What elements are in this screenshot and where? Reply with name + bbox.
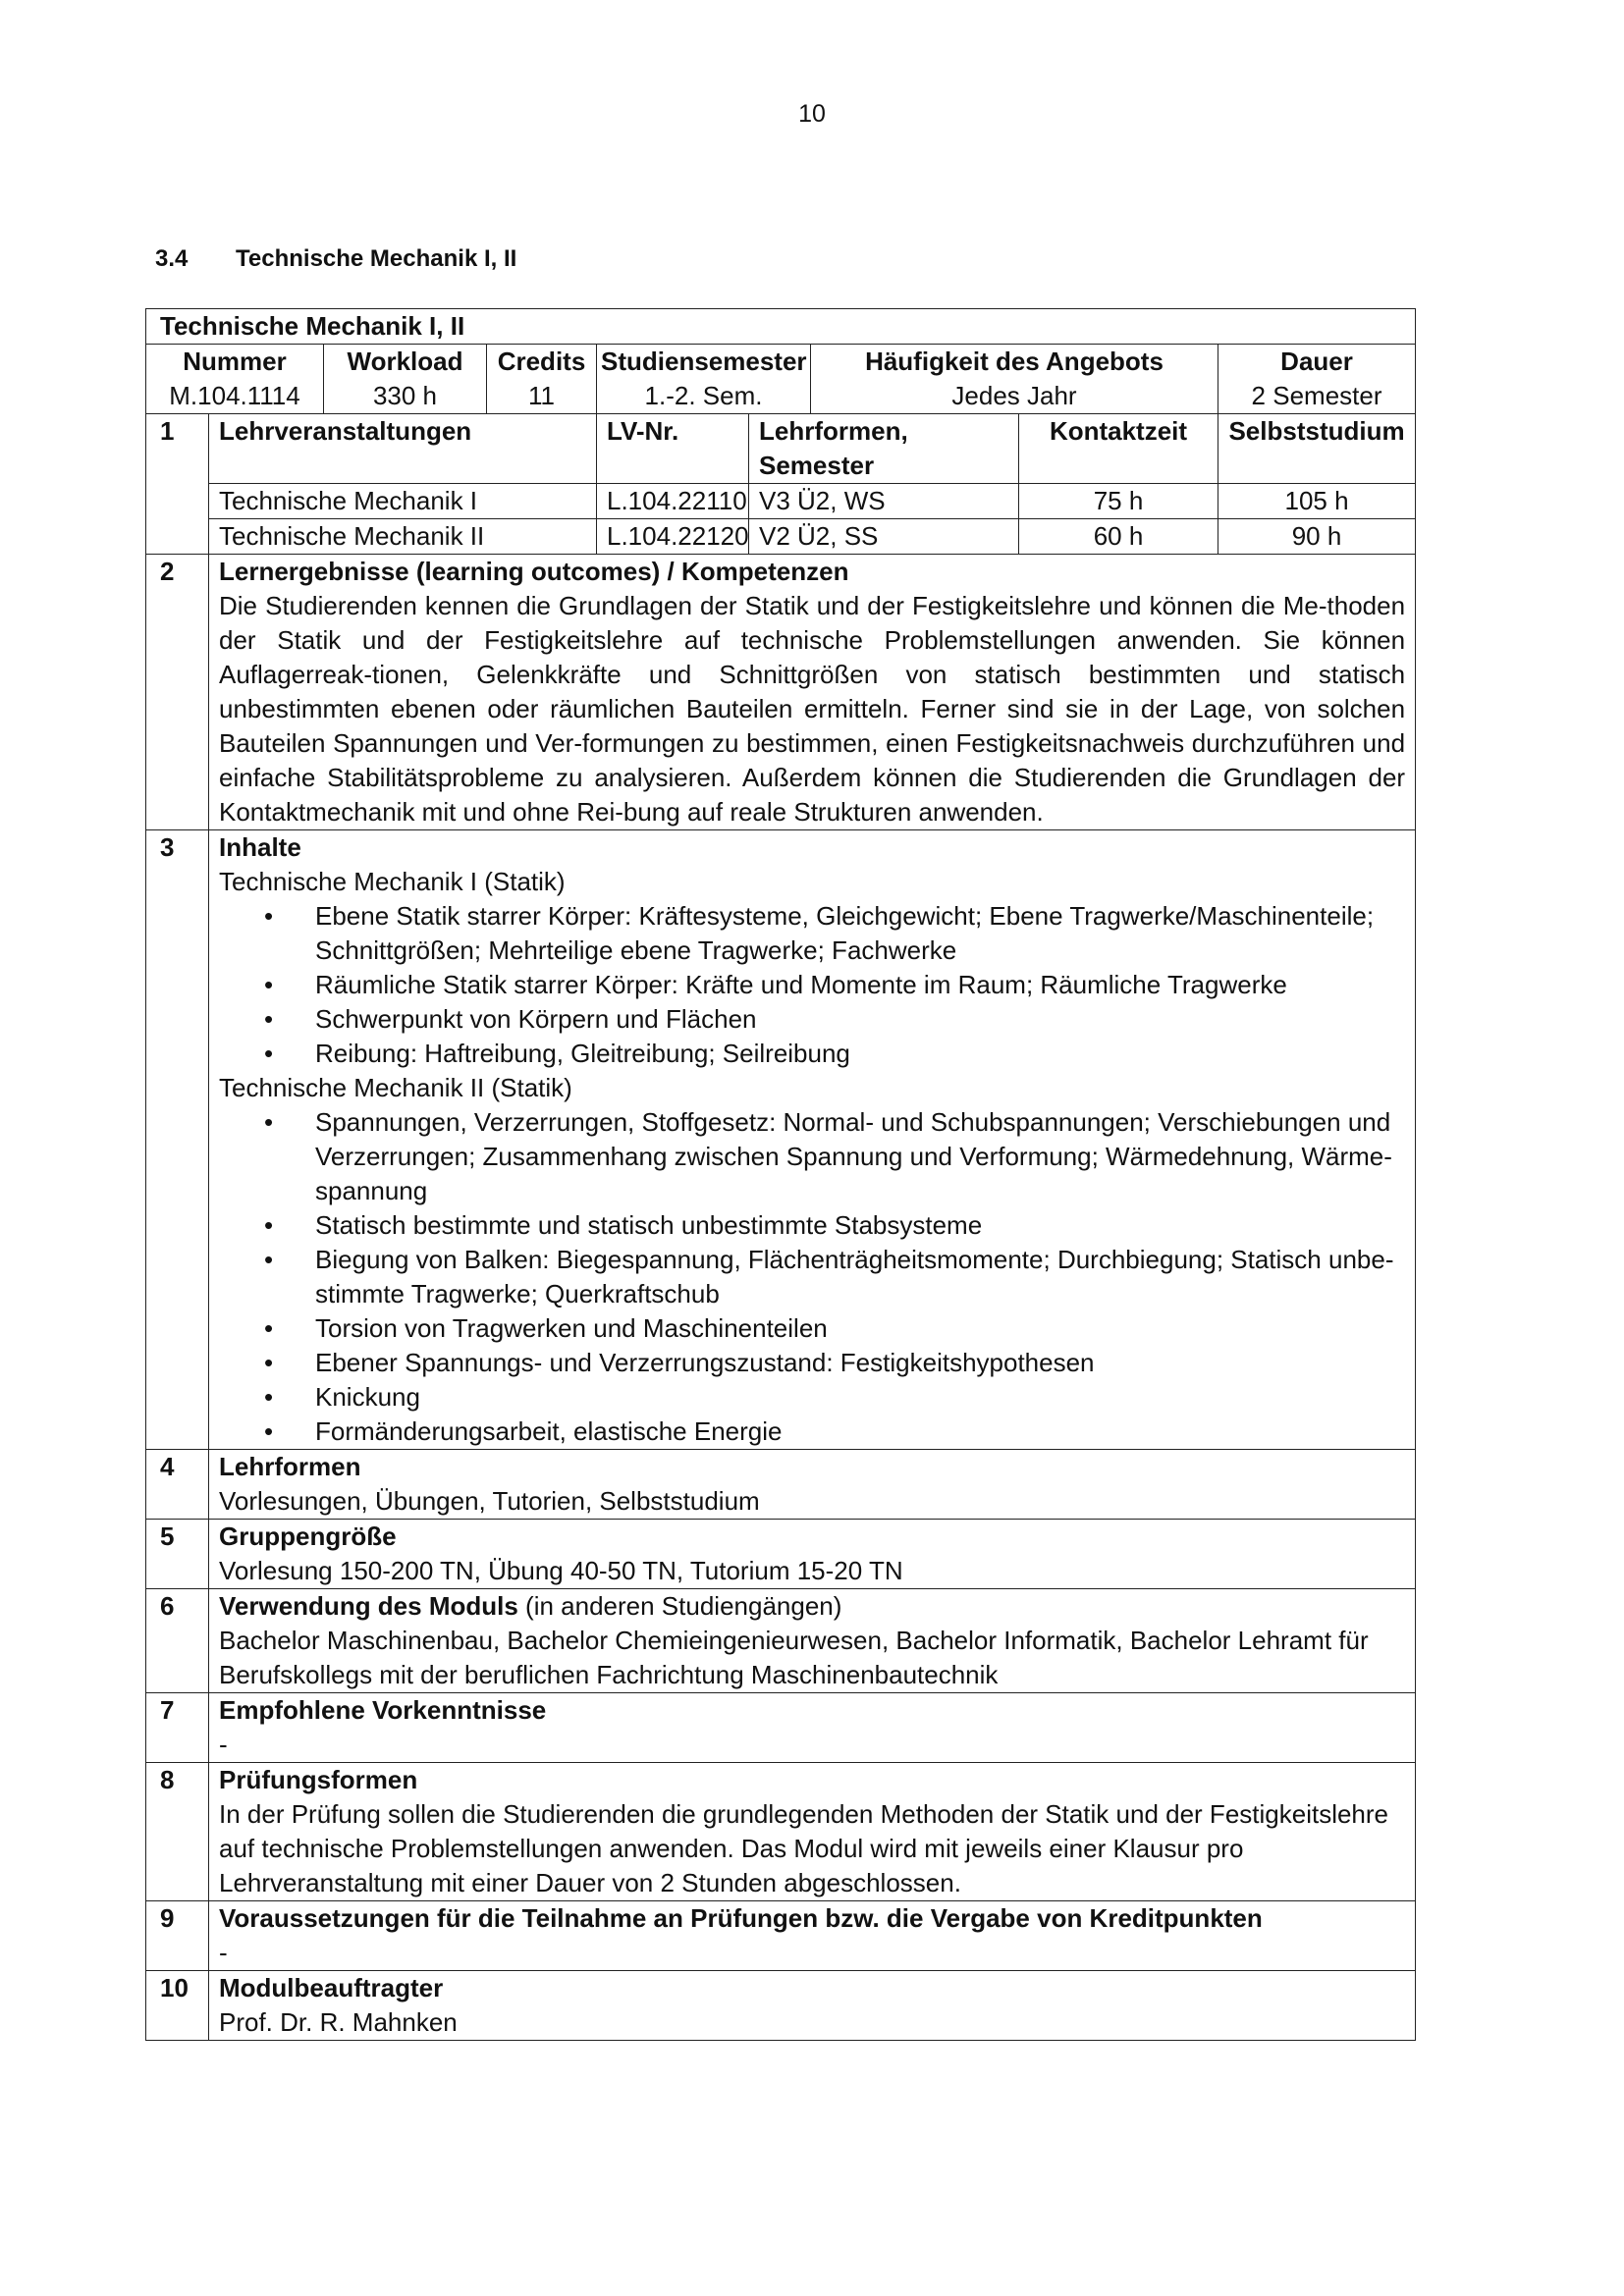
meta-header-nummer: Nummer [146,345,324,380]
meta-header-row [146,345,1416,380]
usage-text: Bachelor Maschinenbau, Bachelor Chemieingenieurwesen, Bachelor Informatik, Bachelor Lehramt für Berufskollegs mit der beruflichen Fachrichtung Maschinenbautechnik [219,1626,1369,1689]
exam-forms-heading: Prüfungsformen [219,1765,418,1794]
course-lv-nr: L.104.22110 [597,484,749,519]
meta-header-credits: Credits [487,345,597,380]
list-item: • Ebener Spannungs- und Verzerrungszustand: Festigkeitshypothesen [315,1346,1405,1380]
section-number-4: 4 [146,1450,209,1520]
learning-outcomes-cell [209,555,1416,830]
learning-outcomes-heading: Lernergebnisse (learning outcomes) / Kompetenzen [219,557,849,586]
list-item: • Biegung von Balken: Biegespannung, Flächenträgheitsmomente; Durchbiegung; Statisch unbe-stimmte Tragwerke; Querkraftschub [315,1243,1405,1311]
section-number-1: 1 [146,414,209,555]
usage-heading-suffix: (in anderen Studiengängen) [517,1591,842,1621]
course-selbststudium: 90 h [1218,519,1416,555]
section-title: Technische Mechanik I, II [236,245,517,272]
responsible-cell [209,1971,1416,2041]
list-item: • Ebene Statik starrer Körper: Kräftesysteme, Gleichgewicht; Ebene Tragwerke/Maschinenteile; Schnittgrößen; Mehrteilige ebene Tragwerke; Fachwerke [315,899,1405,968]
list-item: • Schwerpunkt von Körpern und Flächen [315,1002,1405,1037]
list-item: • Spannungen, Verzerrungen, Stoffgesetz: Normal- und Schubspannungen; Verschiebungen und Verzerrungen; Zusammenhang zwischen Spannung und Verformung; Wärmedehnung, Wärme-spannung [315,1105,1405,1208]
courses-header-row [146,414,1416,484]
contents-cell [209,830,1416,1450]
usage-heading-bold: Verwendung des Moduls [219,1591,518,1621]
responsible-text: Prof. Dr. R. Mahnken [219,2007,458,2037]
contents-part1-list [219,899,1405,1071]
section-number-2: 2 [146,555,209,830]
section-heading [155,245,516,273]
usage-heading [219,1589,1405,1624]
course-lehrformen: V2 Ü2, SS [749,519,1019,555]
meta-header-studiensemester: Studiensemester [597,345,811,380]
exam-requirements-cell [209,1901,1416,1971]
prerequisites-text: - [219,1730,228,1759]
meta-value-nummer: M.104.1114 [146,379,324,414]
usage-cell [209,1589,1416,1693]
section-number: 3.4 [155,245,189,272]
course-lv-nr: L.104.22120 [597,519,749,555]
list-item: • Torsion von Tragwerken und Maschinenteilen [315,1311,1405,1346]
section-number-7: 7 [146,1693,209,1763]
teaching-forms-text: Vorlesungen, Übungen, Tutorien, Selbststudium [219,1486,760,1516]
courses-header-kontaktzeit: Kontaktzeit [1019,414,1218,484]
meta-value-haeufigkeit: Jedes Jahr [811,379,1218,414]
courses-header-lv-nr [597,414,749,484]
meta-value-credits: 11 [487,379,597,414]
exam-requirements-text: - [219,1938,228,1967]
meta-value-studiensemester: 1.-2. Sem. [597,379,811,414]
group-size-heading: Gruppengröße [219,1522,397,1551]
teaching-forms-row [146,1450,1416,1520]
list-item: • Knickung [315,1380,1405,1415]
responsible-row [146,1971,1416,2041]
contents-heading: Inhalte [219,832,301,862]
exam-forms-row [146,1763,1416,1901]
courses-header-course: Lehrveranstaltungen [209,414,597,484]
lehrformen-line1: Lehrformen, [759,416,908,446]
exam-forms-cell [209,1763,1416,1901]
prerequisites-cell [209,1693,1416,1763]
course-row [146,519,1416,555]
course-kontaktzeit: 60 h [1019,519,1218,555]
meta-value-workload: 330 h [324,379,487,414]
course-lehrformen: V3 Ü2, WS [749,484,1019,519]
lehrformen-line2: Semester [759,451,875,480]
course-name: Technische Mechanik I [209,484,597,519]
group-size-text: Vorlesung 150-200 TN, Übung 40-50 TN, Tutorium 15-20 TN [219,1556,903,1585]
module-description-table [145,308,1416,2041]
meta-value-row [146,379,1416,414]
courses-header-selbststudium: Selbststudium [1218,414,1416,484]
contents-part2-list [219,1105,1405,1449]
prerequisites-heading: Empfohlene Vorkenntnisse [219,1695,547,1725]
exam-forms-text: In der Prüfung sollen die Studierenden die grundlegenden Methoden der Statik und der Festigkeitslehre auf technische Problemstellungen anwenden. Das Modul wird mit jeweils einer Klausur pro Lehrveranstaltung mit einer Dauer von 2 Stunden abgeschlossen. [219,1799,1389,1897]
teaching-forms-cell [209,1450,1416,1520]
meta-header-workload: Workload [324,345,487,380]
contents-part1-title: Technische Mechanik I (Statik) [219,867,566,896]
exam-requirements-heading: Voraussetzungen für die Teilnahme an Prüfungen bzw. die Vergabe von Kreditpunkten [219,1903,1263,1933]
section-number-5: 5 [146,1520,209,1589]
meta-value-dauer: 2 Semester [1218,379,1416,414]
learning-outcomes-text: Die Studierenden kennen die Grundlagen der Statik und der Festigkeitslehre und können die Me-thoden der Statik und der Festigkeitslehre auf technische Problemstellungen anwenden. Sie können Auflagerreak-tionen, Gelenkkräfte und Schnittgrößen von statisch bestimmten und statisch unbestimmten ebenen oder räumlichen Bauteilen ermitteln. Ferner sind sie in der Lage, von solchen Bauteilen Spannungen und Ver-formungen zu bestimmen, einen Festigkeitsnachweis durchzuführen und einfache Stabilitätsprobleme zu analysieren. Außerdem können die Studierenden die Grundlagen der Kontaktmechanik mit und ohne Rei-bung auf reale Strukturen anwenden. [219,591,1406,827]
section-number-9: 9 [146,1901,209,1971]
list-item: • Statisch bestimmte und statisch unbestimmte Stabsysteme [315,1208,1405,1243]
list-item: • Reibung: Haftreibung, Gleitreibung; Seilreibung [315,1037,1405,1071]
list-item: • Formänderungsarbeit, elastische Energie [315,1415,1405,1449]
course-selbststudium: 105 h [1218,484,1416,519]
courses-header-lehrformen [749,414,1019,484]
group-size-cell [209,1520,1416,1589]
course-name: Technische Mechanik II [209,519,597,555]
prerequisites-row [146,1693,1416,1763]
contents-row [146,830,1416,1450]
teaching-forms-heading: Lehrformen [219,1452,361,1481]
meta-header-haeufigkeit: Häufigkeit des Angebots [811,345,1218,380]
section-number-8: 8 [146,1763,209,1901]
section-number-10: 10 [146,1971,209,2041]
group-size-row [146,1520,1416,1589]
course-kontaktzeit: 75 h [1019,484,1218,519]
page-number: 10 [798,100,826,128]
exam-requirements-row [146,1901,1416,1971]
module-title: Technische Mechanik I, II [146,309,1416,345]
course-row [146,484,1416,519]
section-number-3: 3 [146,830,209,1450]
contents-part2-title: Technische Mechanik II (Statik) [219,1073,572,1102]
usage-row [146,1589,1416,1693]
learning-outcomes-row [146,555,1416,830]
module-title-row [146,309,1416,345]
courses-header-lv-nr-label: LV-Nr. [607,416,679,446]
meta-header-dauer: Dauer [1218,345,1416,380]
list-item: • Räumliche Statik starrer Körper: Kräfte und Momente im Raum; Räumliche Tragwerke [315,968,1405,1002]
responsible-heading: Modulbeauftragter [219,1973,444,2002]
section-number-6: 6 [146,1589,209,1693]
